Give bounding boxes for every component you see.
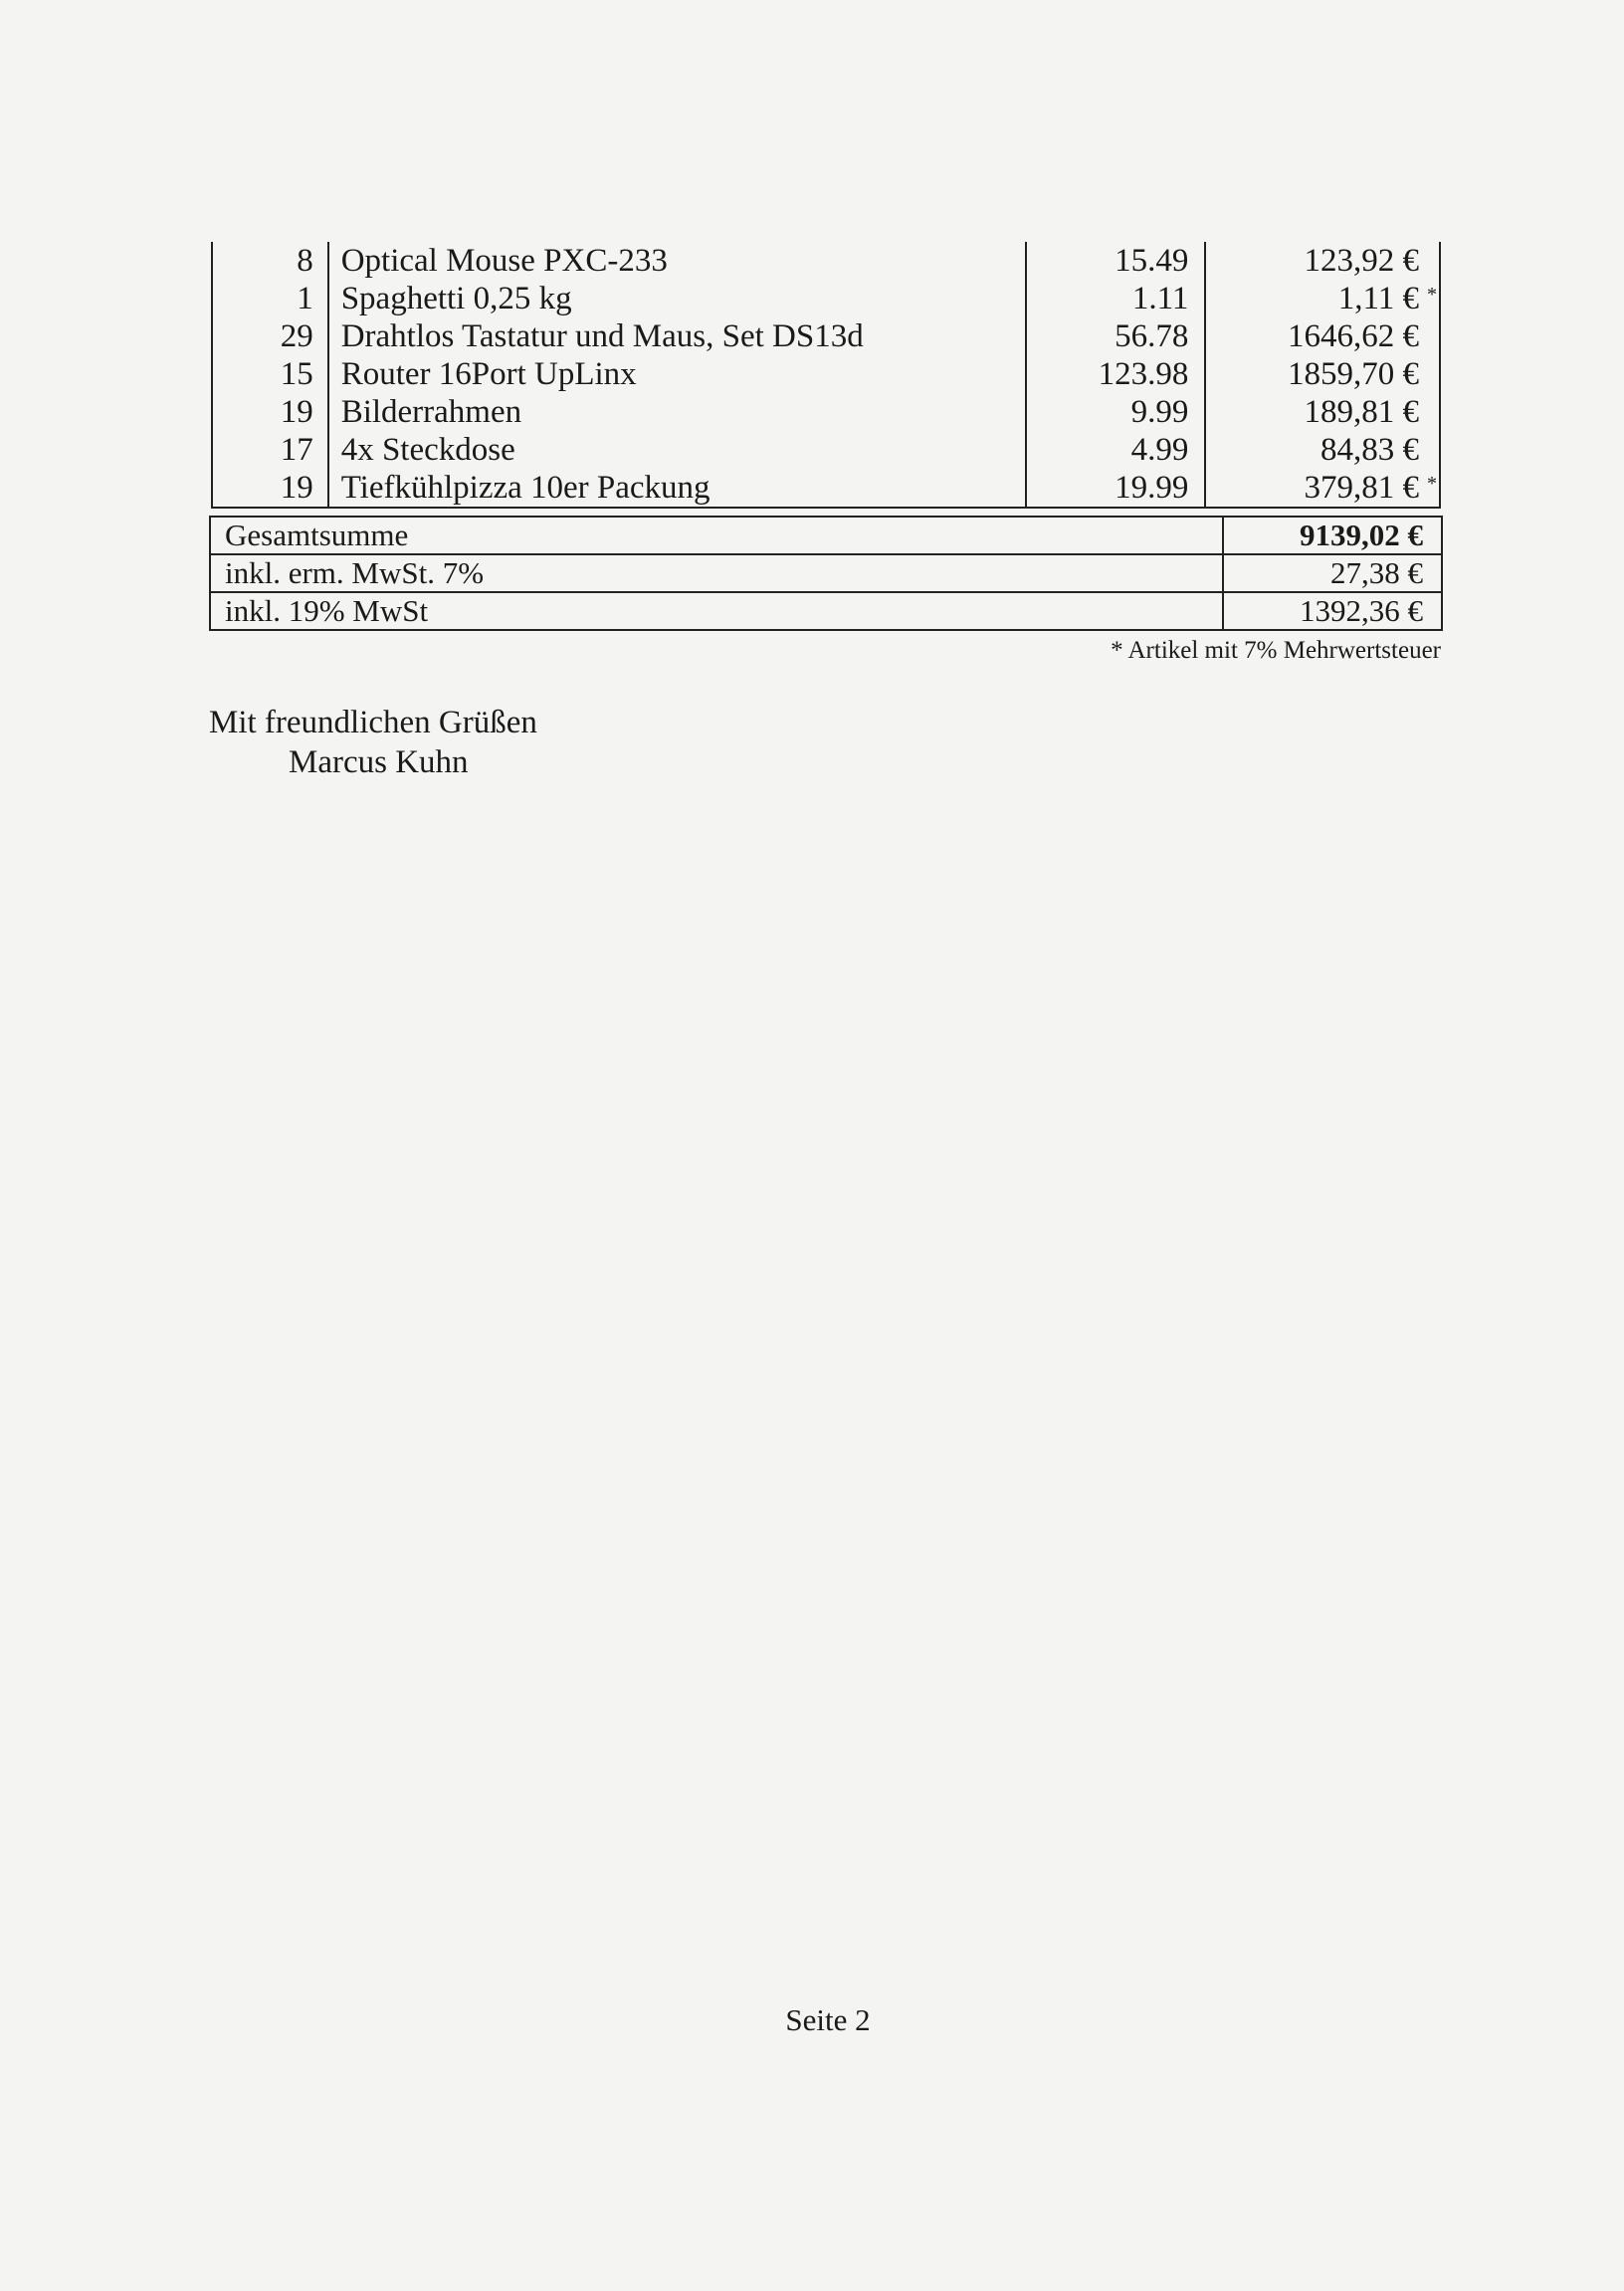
reduced-vat-marker: * [1427,284,1437,306]
standard-vat-row [210,592,1442,630]
item-quantity-text: 17 [280,432,313,468]
reduced-vat-row [210,554,1442,592]
item-unit-price [1026,393,1205,431]
item-quantity-text: 8 [297,243,313,279]
vat-footnote: * Artikel mit 7% Mehrwertsteuer [1111,637,1441,664]
item-total [1205,317,1440,355]
item-unit-price-text: 15.49 [1115,243,1189,279]
item-unit-price [1026,280,1205,317]
item-quantity-text: 1 [297,281,313,316]
item-total [1205,393,1440,431]
grand-total-label: Gesamtsumme [210,517,1223,554]
table-row [212,469,1440,508]
item-quantity-text: 19 [280,470,313,506]
item-description [328,393,1026,431]
item-total [1205,280,1440,317]
item-description-text: Router 16Port UpLinx [340,356,637,392]
item-unit-price [1026,431,1205,469]
item-unit-price [1026,469,1205,508]
item-quantity [212,242,328,280]
item-quantity-text: 15 [280,356,313,392]
line-items-table [211,242,1441,509]
table-row [212,242,1440,280]
item-description-text: Optical Mouse PXC-233 [340,243,668,279]
table-row [212,393,1440,431]
item-total-text: 189,81 € [1304,394,1419,430]
signature-name: Marcus Kuhn [289,744,469,780]
item-quantity [212,317,328,355]
item-quantity-text: 19 [280,394,313,430]
table-row [212,355,1440,393]
item-description [328,355,1026,393]
item-unit-price-text: 19.99 [1115,470,1189,506]
standard-vat-label: inkl. 19% MwSt [210,592,1223,630]
item-total-text: 1646,62 € [1288,318,1419,354]
item-description [328,431,1026,469]
grand-total-value: 9139,02 € [1223,517,1442,554]
item-total [1205,355,1440,393]
item-description-text: Bilderrahmen [340,394,522,430]
item-unit-price-text: 1.11 [1131,281,1189,316]
table-row [212,317,1440,355]
page-number: Seite 2 [785,2002,871,2037]
totals-table [209,516,1443,631]
item-total [1205,469,1440,508]
item-quantity [212,280,328,317]
item-description [328,242,1026,280]
reduced-vat-label: inkl. erm. MwSt. 7% [210,554,1223,592]
item-description [328,280,1026,317]
item-total [1205,242,1440,280]
table-row [212,431,1440,469]
reduced-vat-value: 27,38 € [1223,554,1442,592]
item-unit-price [1026,355,1205,393]
item-quantity [212,431,328,469]
item-description-text: Spaghetti 0,25 kg [340,281,572,316]
item-total-text: 1859,70 € [1288,356,1419,392]
item-total-text: 379,81 € [1304,470,1419,506]
item-unit-price [1026,242,1205,280]
item-quantity-text: 29 [280,318,313,354]
item-unit-price-text: 123.98 [1098,356,1189,392]
table-row [212,280,1440,317]
reduced-vat-marker: * [1427,473,1437,495]
item-quantity [212,393,328,431]
item-total-text: 123,92 € [1304,243,1419,279]
item-unit-price-text: 56.78 [1115,318,1189,354]
item-total-text: 1,11 € [1337,281,1419,316]
item-unit-price-text: 9.99 [1130,394,1189,430]
standard-vat-value: 1392,36 € [1223,592,1442,630]
item-description [328,469,1026,508]
item-description-text: Tiefkühlpizza 10er Packung [340,470,710,506]
item-description-text: 4x Steckdose [340,432,515,468]
grand-total-row [210,517,1442,554]
closing-greeting: Mit freundlichen Grüßen [209,705,537,740]
item-unit-price-text: 4.99 [1130,432,1189,468]
item-total-text: 84,83 € [1320,432,1419,468]
item-quantity [212,469,328,508]
item-description-text: Drahtlos Tastatur und Maus, Set DS13d [340,318,864,354]
item-total [1205,431,1440,469]
item-unit-price [1026,317,1205,355]
item-description [328,317,1026,355]
item-quantity [212,355,328,393]
